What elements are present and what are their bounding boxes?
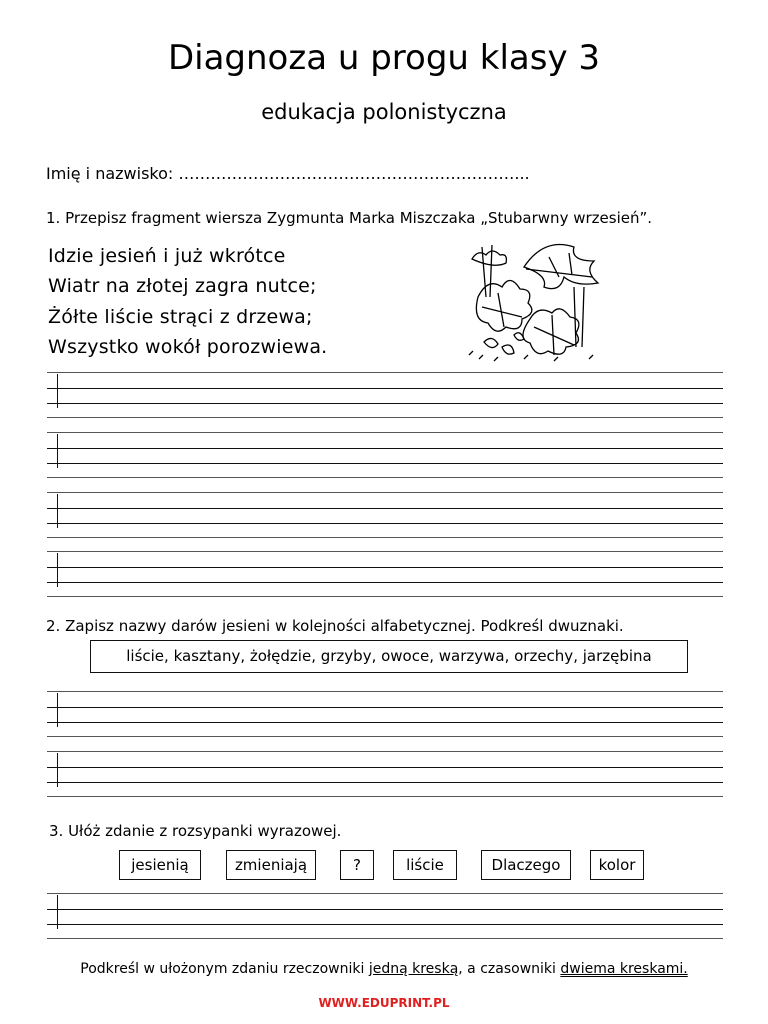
writing-lines-3[interactable]	[47, 492, 723, 538]
writing-lines-4[interactable]	[47, 551, 723, 597]
writing-lines-6[interactable]	[47, 751, 723, 797]
footer-instruction	[0, 961, 768, 977]
word-card-5[interactable]: Dlaczego	[481, 850, 571, 880]
page-subtitle: edukacja polonistyczna	[261, 100, 507, 124]
poem-line-3: Żółte liście strąci z drzewa;	[48, 306, 313, 328]
writing-lines-5[interactable]	[47, 691, 723, 737]
word-card-6[interactable]: kolor	[590, 850, 644, 880]
poem-line-4: Wszystko wokół porozwiewa.	[48, 336, 328, 358]
writing-lines-1[interactable]	[47, 372, 723, 418]
writing-lines-7[interactable]	[47, 893, 723, 939]
footer-note-start: Podkreśl w ułożonym zdaniu rzeczowniki	[80, 961, 369, 977]
task3-instruction: 3. Ułóż zdanie z rozsypanki wyrazowej.	[49, 822, 342, 840]
autumn-gifts-word-box: liście, kasztany, żołędzie, grzyby, owoce, warzywa, orzechy, jarzębina	[90, 640, 688, 673]
autumn-leaves-illustration	[464, 237, 604, 367]
name-field-label: Imię i nazwisko: ………………………………………………………...	[46, 164, 530, 183]
word-card-4[interactable]: liście	[393, 850, 457, 880]
poem-line-1: Idzie jesień i już wkrótce	[48, 245, 286, 267]
footer-note-double-underline: dwiema kreskami.	[560, 961, 688, 977]
page-title: Diagnoza u progu klasy 3	[167, 38, 601, 78]
word-card-3[interactable]: ?	[340, 850, 374, 880]
publisher-url[interactable]: WWW.EDUPRINT.PL	[318, 996, 450, 1010]
poem-line-2: Wiatr na złotej zagra nutce;	[48, 275, 317, 297]
task2-instruction: 2. Zapisz nazwy darów jesieni w kolejności alfabetycznej. Podkreśl dwuznaki.	[46, 617, 624, 635]
task1-instruction: 1. Przepisz fragment wiersza Zygmunta Marka Miszczaka „Stubarwny wrzesień”.	[46, 209, 653, 227]
writing-lines-2[interactable]	[47, 432, 723, 478]
word-card-1[interactable]: jesienią	[119, 850, 201, 880]
word-card-2[interactable]: zmieniają	[226, 850, 316, 880]
footer-note-single-underline: jedną kreską	[368, 961, 459, 977]
footer-note-mid: , a czasowniki	[458, 961, 561, 977]
